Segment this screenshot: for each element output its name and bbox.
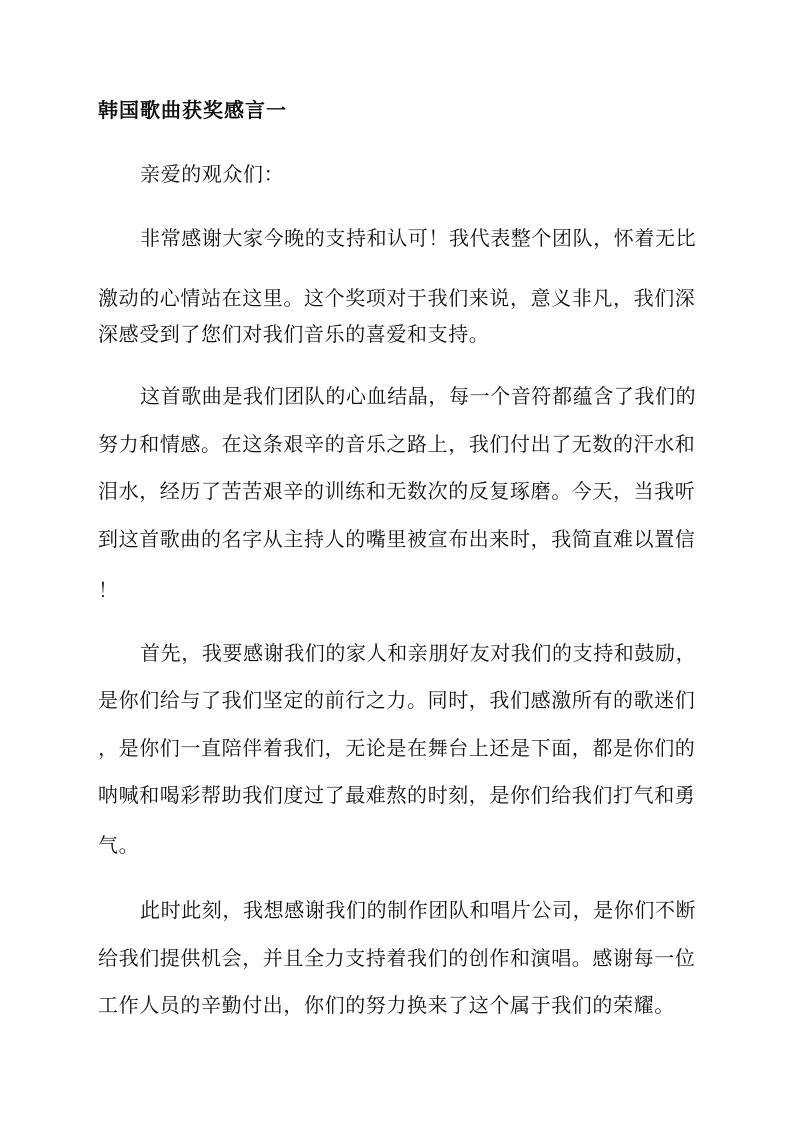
paragraph-2-line-2: 努力和情感。在这条艰辛的音乐之路上，我们付出了无数的汗水和: [98, 432, 696, 456]
paragraph-2-line-1: 这首歌曲是我们团队的心血结晶，每一个音符都蕴含了我们的: [140, 384, 697, 408]
paragraph-3-line-1: 首先，我要感谢我们的家人和亲朋好友对我们的支持和鼓励，: [140, 641, 697, 665]
paragraph-4-line-2: 给我们提供机会，并且全力支持着我们的创作和演唱。感谢每一位: [98, 946, 696, 970]
paragraph-2-line-5: ！: [98, 578, 119, 602]
paragraph-3-line-3: ，是你们一直陪伴着我们，无论是在舞台上还是下面，都是你们的: [98, 736, 696, 760]
paragraph-1-line-2: 激动的心情站在这里。这个奖项对于我们来说，意义非凡，我们深: [98, 286, 696, 310]
document-title: 韩国歌曲获奖感言一: [98, 98, 287, 122]
paragraph-4-line-3: 工作人员的辛勤付出，你们的努力换来了这个属于我们的荣耀。: [98, 993, 675, 1017]
paragraph-4-line-1: 此时此刻，我想感谢我们的制作团队和唱片公司，是你们不断: [140, 898, 697, 922]
paragraph-2-line-4: 到这首歌曲的名字从主持人的嘴里被宣布出来时，我简直难以置信: [98, 527, 696, 551]
greeting-line: 亲爱的观众们：: [140, 162, 285, 186]
paragraph-1-line-1: 非常感谢大家今晚的支持和认可！我代表整个团队，怀着无比: [140, 226, 697, 250]
paragraph-3-line-5: 气。: [98, 833, 140, 857]
paragraph-3-line-4: 呐喊和喝彩帮助我们度过了最难熬的时刻，是你们给我们打气和勇: [98, 783, 696, 807]
paragraph-3-line-2: 是你们给与了我们坚定的前行之力。同时，我们感激所有的歌迷们: [98, 688, 696, 712]
paragraph-2-line-3: 泪水，经历了苦苦艰辛的训练和无数次的反复琢磨。今天，当我听: [98, 479, 696, 503]
paragraph-1-line-3: 深感受到了您们对我们音乐的喜爱和支持。: [98, 322, 490, 346]
